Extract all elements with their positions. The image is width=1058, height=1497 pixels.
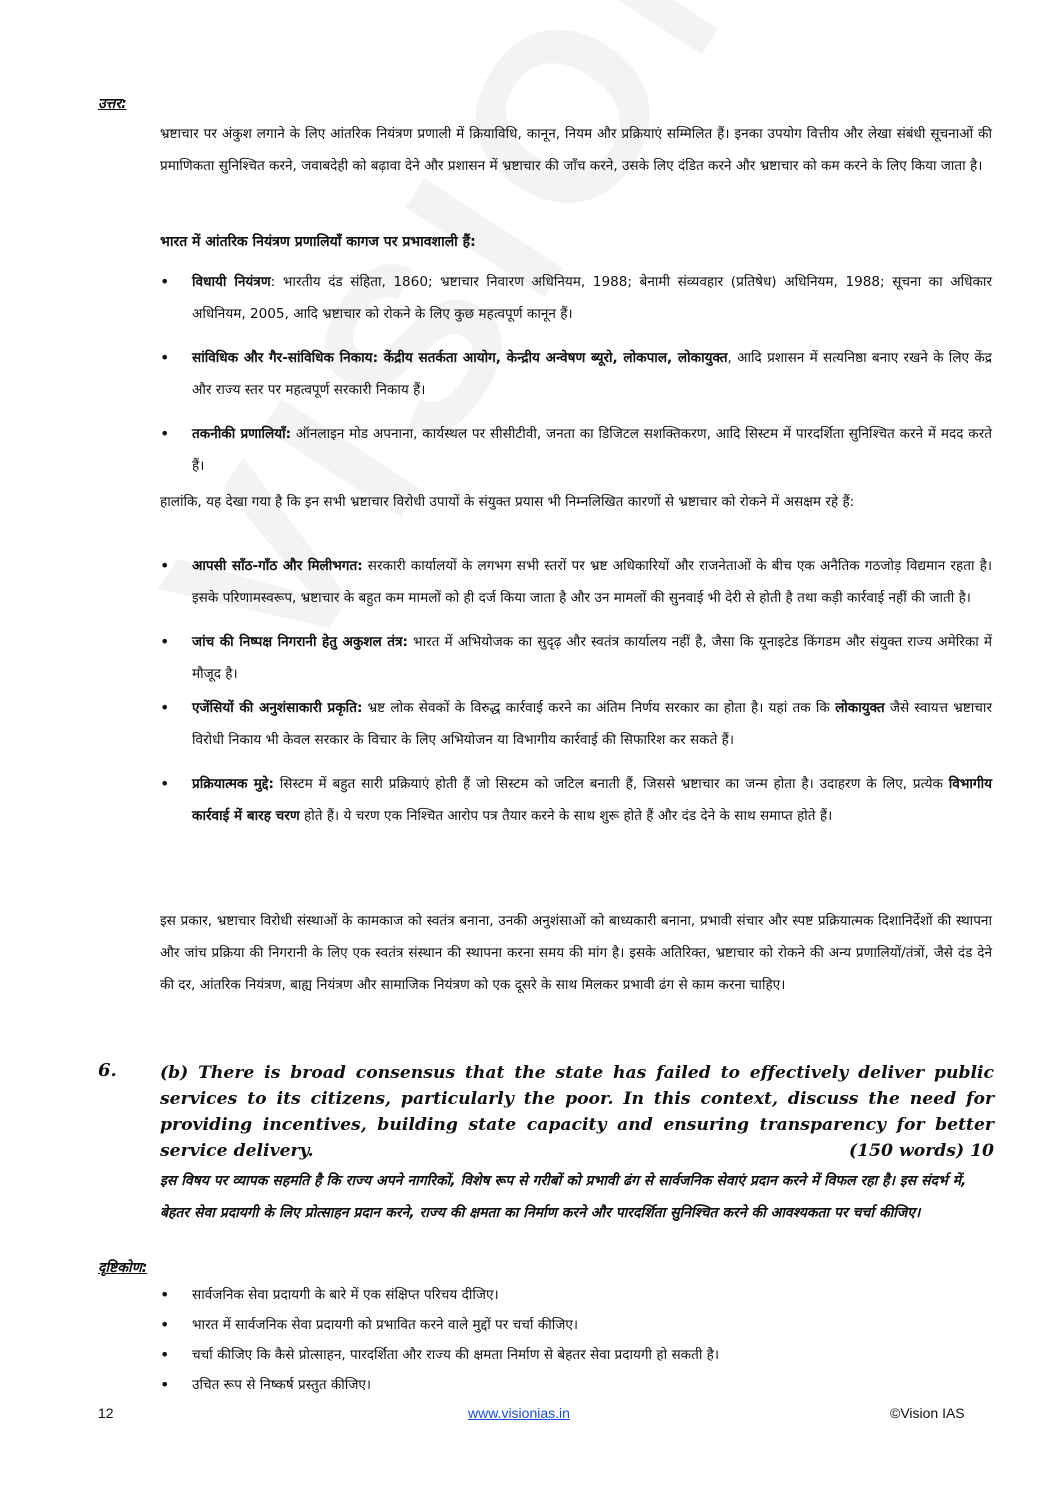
intro-paragraph: भ्रष्टाचार पर अंकुश लगाने के लिए आंतरिक नियंत्रण प्रणाली में क्रियाविधि, कानून, नियम और प्रक्रियाएं सम्मिलित हैं। इनका उपयोग वित्तीय और लेखा संबंधी सूचनाओं की प्रमाणिकता सुनिश्चित करने, जवाबदेही को बढ़ावा देने और प्रशासन में भ्रष्टाचार की जाँच करने, उसके लिए दंडित करने और भ्रष्टाचार को कम करने के लिए किया जाता है। bbox=[160, 126, 992, 174]
question-english: (b) There is broad consensus that the state has failed to effectively deliver public services to its citizens, particularly the poor. In this context, discuss the need for providing incentives, building state capacity and ensuring transparency for better service delivery. (150 words) 10 bbox=[160, 1060, 994, 1164]
list-item: • उचित रूप से निष्कर्ष प्रस्तुत कीजिए। bbox=[160, 1370, 992, 1400]
question-number: 6. bbox=[98, 1060, 117, 1081]
list-item: • आपसी साँठ-गाँठ और मिलीभगत: सरकारी कार्यालयों के लगभग सभी स्तरों पर भ्रष्ट अधिकारियों और राजनेताओं के बीच एक अनैतिक गठजोड़ विद्यमान रहता है। इसके परिणामस्वरूप, भ्रष्टाचार के बहुत कम मामलों को ही दर्ज किया जाता है और उन मामलों की सुनवाई भी देरी से होती है तथा कड़ी कार्रवाई नहीं की जाती है। bbox=[160, 550, 992, 614]
reasons-list bbox=[160, 550, 992, 844]
list-item: • एजेंसियों की अनुशंसाकारी प्रकृति: भ्रष्ट लोक सेवकों के विरुद्ध कार्रवाई करने का अंतिम निर्णय सरकार का होता है। यहां तक कि लोकायुक्त जैसे स्वायत्त भ्रष्टाचार विरोधी निकाय भी केवल सरकार के विचार के लिए अभियोजन या विभागीय कार्रवाई की सिफारिश कर सकते हैं। bbox=[160, 692, 992, 756]
list-item: • विधायी नियंत्रण: भारतीय दंड संहिता, 1860; भ्रष्टाचार निवारण अधिनियम, 1988; बेनामी संव्यवहार (प्रतिषेध) अधिनियम, 1988; सूचना का अधिकार अधिनियम, 2005, आदि भ्रष्टाचार को रोकने के लिए कुछ महत्वपूर्ण कानून हैं। bbox=[160, 266, 992, 330]
answer-heading: उत्तर: bbox=[98, 96, 127, 112]
controls-list bbox=[160, 266, 992, 494]
approach-list bbox=[160, 1280, 992, 1400]
however-paragraph: हालांकि, यह देखा गया है कि इन सभी भ्रष्टाचार विरोधी उपायों के संयुक्त प्रयास भी निम्नलिखित कारणों से भ्रष्टाचार को रोकने में असक्षम रहे हैं: bbox=[160, 494, 855, 510]
list-item: • चर्चा कीजिए कि कैसे प्रोत्साहन, पारदर्शिता और राज्य की क्षमता निर्माण से बेहतर सेवा प्रदायगी हो सकती है। bbox=[160, 1340, 992, 1370]
question-hindi: इस विषय पर व्यापक सहमति है कि राज्य अपने नागरिकों, विशेष रूप से गरीबों को प्रभावी ढंग से सार्वजनिक सेवाएं प्रदान करने में विफल रहा है। इस संदर्भ में, बेहतर सेवा प्रदायगी के लिए प्रोत्साहन प्रदान करने, राज्य की क्षमता का निर्माण करने और पारदर्शिता सुनिश्चित करने की आवश्यकता पर चर्चा कीजिए। bbox=[160, 1173, 967, 1221]
controls-heading: भारत में आंतरिक नियंत्रण प्रणालियाँ कागज पर प्रभावशाली हैं: bbox=[160, 234, 476, 250]
list-item: • जांच की निष्पक्ष निगरानी हेतु अकुशल तंत्र: भारत में अभियोजक का सुदृढ़ और स्वतंत्र कार्यालय नहीं है, जैसा कि यूनाइटेड किंगडम और संयुक्त राज्य अमेरिका में मौजूद है। bbox=[160, 626, 992, 690]
question-marks: (150 words) 10 bbox=[848, 1141, 994, 1161]
list-item: • सांविधिक और गैर-सांविधिक निकाय: केंद्रीय सतर्कता आयोग, केन्द्रीय अन्वेषण ब्यूरो, लोकपाल, लोकायुक्त, आदि प्रशासन में सत्यनिष्ठा बनाए रखने के लिए केंद्र और राज्य स्तर पर महत्वपूर्ण सरकारी निकाय हैं। bbox=[160, 342, 992, 406]
list-item: • भारत में सार्वजनिक सेवा प्रदायगी को प्रभावित करने वाले मुद्दों पर चर्चा कीजिए। bbox=[160, 1310, 992, 1340]
conclusion-paragraph: इस प्रकार, भ्रष्टाचार विरोधी संस्थाओं के कामकाज को स्वतंत्र बनाना, उनकी अनुशंसाओं को बाध्यकारी बनाना, प्रभावी संचार और स्पष्ट प्रक्रियात्मक दिशानिर्देशों की स्थापना और जांच प्रक्रिया की निगरानी के लिए एक स्वतंत्र संस्थान की स्थापना करना समय की मांग है। इसके अतिरिक्त, भ्रष्टाचार को रोकने की अन्य प्रणालियों/तंत्रों, जैसे दंड देने की दर, आंतरिक नियंत्रण, बाह्य नियंत्रण और सामाजिक नियंत्रण को एक दूसरे के साथ मिलकर प्रभावी ढंग से काम करना चाहिए। bbox=[160, 913, 992, 993]
copyright: ©Vision IAS bbox=[890, 1405, 965, 1421]
list-item: • प्रक्रियात्मक मुद्दे: सिस्टम में बहुत सारी प्रक्रियाएं होती हैं जो सिस्टम को जटिल बनाती हैं, जिससे भ्रष्टाचार का जन्म होता है। उदाहरण के लिए, प्रत्येक विभागीय कार्रवाई में बारह चरण होते हैं। ये चरण एक निश्चित आरोप पत्र तैयार करने के साथ शुरू होते हैं और दंड देने के साथ समाप्त होते हैं। bbox=[160, 768, 992, 832]
list-item: • तकनीकी प्रणालियाँ: ऑनलाइन मोड अपनाना, कार्यस्थल पर सीसीटीवी, जनता का डिजिटल सशक्तिकरण, आदि सिस्टम में पारदर्शिता सुनिश्चित करने में मदद करते हैं। bbox=[160, 418, 992, 482]
website-link[interactable]: www.visionias.in bbox=[468, 1405, 570, 1421]
list-item: • सार्वजनिक सेवा प्रदायगी के बारे में एक संक्षिप्त परिचय दीजिए। bbox=[160, 1280, 992, 1310]
page-number: 12 bbox=[98, 1405, 114, 1421]
approach-heading: दृष्टिकोण: bbox=[98, 1260, 148, 1276]
